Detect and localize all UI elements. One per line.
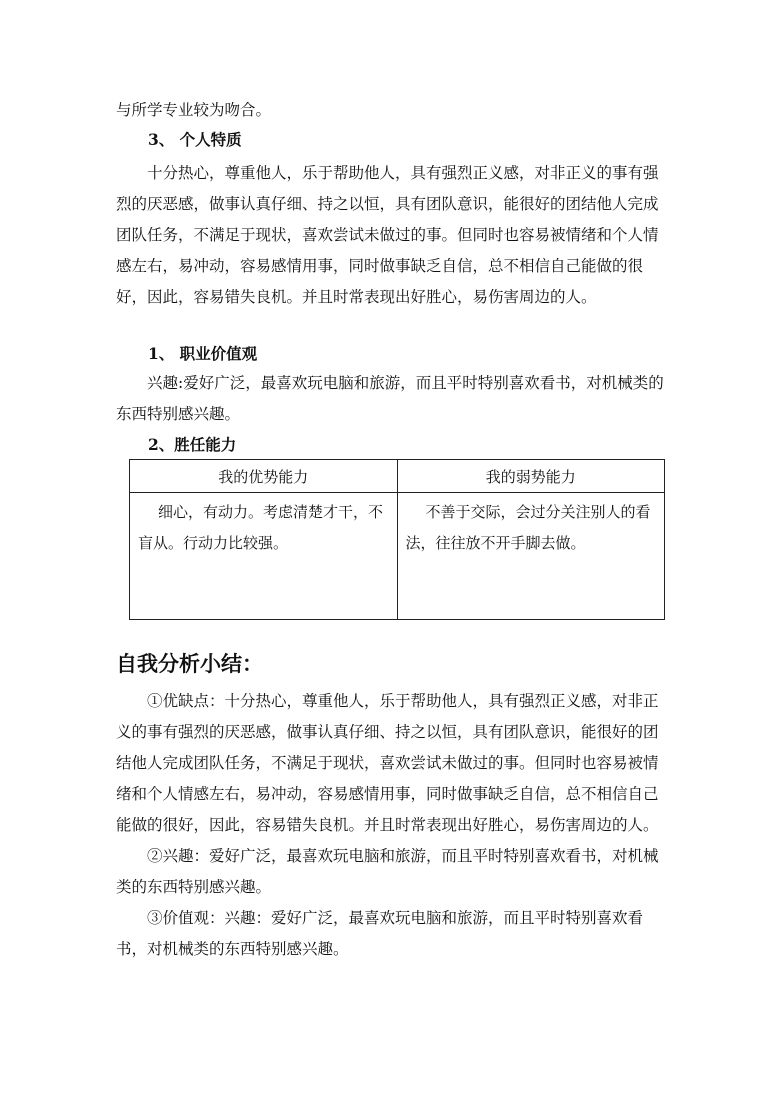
summary-item-1: ①优缺点：十分热心，尊重他人，乐于帮助他人，具有强烈正义感，对非正义的事有强烈的厌恶感，做事认真仔细、持之以恒，具有团队意识，能很好的团结他人完成团队任务，不满足于现状，喜欢尝试未做过的事。但同时也容易被情绪和个人情感左右，易冲动，容易感情用事，同时做事缺乏自信，总不相信自己能做的很好，因此，容易错失良机。并且时常表现出好胜心，易伤害周边的人。 <box>116 692 659 834</box>
section3-heading: 3、 个人特质 <box>148 130 242 149</box>
table-cell-strengths: 细心，有动力。考虑清楚才干，不盲从。行动力比较强。 <box>130 493 398 620</box>
ability-heading: 2、胜任能力 <box>148 435 237 454</box>
intro-tail-text: 与所学专业较为吻合。 <box>116 101 272 119</box>
values-body: 兴趣:爱好广泛，最喜欢玩电脑和旅游，而且平时特别喜欢看书，对机械类的东西特别感兴趣。 <box>116 374 664 423</box>
summary-item-3: ③价值观：兴趣：爱好广泛，最喜欢玩电脑和旅游，而且平时特别喜欢看书，对机械类的东西特别感兴趣。 <box>116 909 644 958</box>
table-header-strengths: 我的优势能力 <box>130 460 398 493</box>
table-header-row <box>130 460 665 493</box>
summary-title: 自我分析小结： <box>116 651 263 676</box>
table-cell-weaknesses: 不善于交际，会过分关注别人的看法，往往放不开手脚去做。 <box>397 493 665 620</box>
values-heading: 1、 职业价值观 <box>148 344 258 363</box>
section3-body: 十分热心，尊重他人，乐于帮助他人，具有强烈正义感，对非正义的事有强烈的厌恶感，做事认真仔细、持之以恒，具有团队意识，能很好的团结他人完成团队任务，不满足于现状，喜欢尝试未做过的事。但同时也容易被情绪和个人情感左右，易冲动，容易感情用事，同时做事缺乏自信，总不相信自己能做的很好，因此，容易错失良机。并且时常表现出好胜心，易伤害周边的人。 <box>116 164 659 306</box>
table-header-weaknesses: 我的弱势能力 <box>397 460 665 493</box>
ability-table <box>129 459 665 620</box>
table-row <box>130 493 665 620</box>
summary-item-2: ②兴趣：爱好广泛，最喜欢玩电脑和旅游，而且平时特别喜欢看书，对机械类的东西特别感兴趣。 <box>116 847 659 896</box>
